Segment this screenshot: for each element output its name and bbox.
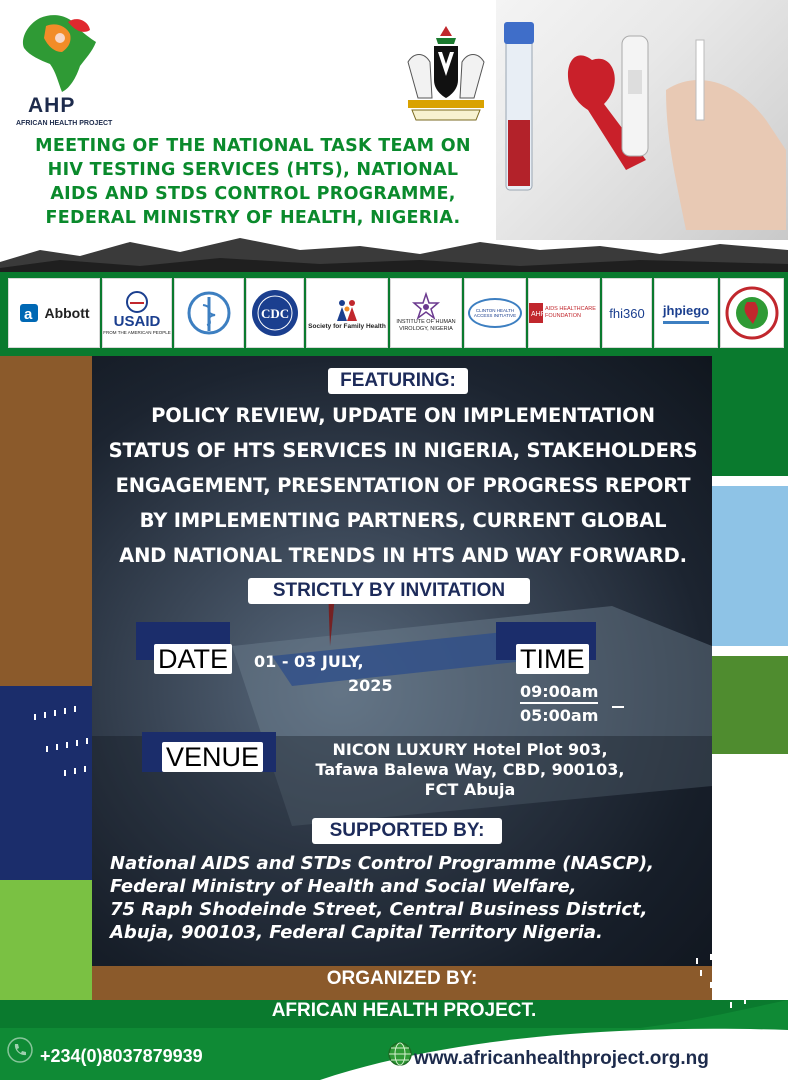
partner-name: INSTITUTE OF HUMAN VIROLOGY, NIGERIA [396,319,456,332]
venue-line: NICON LUXURY Hotel Plot 903, [332,740,608,759]
partner-logo-usaid [102,278,172,348]
partner-name: jhpiego [662,302,710,318]
partner-name: AIDS HEALTHCARE FOUNDATION [545,306,596,319]
partner-name: fhi360 [609,305,645,321]
who-emblem-icon [185,289,233,337]
supported-line: National AIDS and STDs Control Programme (NASCP), [110,853,654,874]
supported-by-label: SUPPORTED BY: [312,818,502,844]
supported-by-text [110,852,700,944]
venue-line: FCT Abuja [424,780,516,799]
featuring-label: FEATURING: [328,368,468,394]
time-start: 09:00am [520,682,598,704]
partner-logo-fhi360 [602,278,652,348]
coat-of-arms-emblem [398,22,494,126]
cdc-seal-icon [250,288,300,338]
logo-tagline: AFRICAN HEALTH PROJECT [16,120,113,127]
right-decor-column [712,356,788,966]
title-line: AIDS AND STDS CONTROL PROGRAMME, [50,184,456,204]
jhpiego-underline [663,321,709,324]
time-dash [612,706,624,708]
invitation-badge: STRICTLY BY INVITATION [248,578,530,604]
partner-logos-strip [0,272,788,356]
featuring-line: STATUS OF HTS SERVICES IN NIGERIA, STAKEHOLDERS [108,439,698,462]
partner-name: Society for Family Health [308,322,386,330]
meeting-title [8,134,498,230]
venue-line: Tafawa Balewa Way, CBD, 900103, [315,760,625,779]
naca-seal-icon [725,286,779,340]
featuring-line: ENGAGEMENT, PRESENTATION OF PROGRESS REPORT [115,474,691,497]
partner-logo-abbott [8,278,100,348]
abbott-icon [18,302,40,324]
venue-label: VENUE [162,742,263,772]
sfh-family-icon [334,297,360,323]
date-value: 01 - 03 JULY, [254,652,364,671]
date-year: 2025 [348,676,393,695]
partner-logo-who [174,278,244,348]
ihvn-star-icon [413,293,439,319]
svg-text:AHF: AHF [531,311,545,318]
footer-dots-decor [690,950,788,1040]
partner-logo-sfh [306,278,388,348]
supported-line: 75 Raph Shodeinde Street, Central Business District, [110,899,648,920]
supported-line: Abuja, 900103, Federal Capital Territory Nigeria. [110,922,603,943]
partner-logo-naca [720,278,784,348]
featuring-line: AND NATIONAL TRENDS IN HTS AND WAY FORWARD. [119,544,687,567]
globe-icon [386,1040,414,1068]
organizer-name: AFRICAN HEALTH PROJECT. [271,1000,537,1021]
time-label: TIME [516,644,589,674]
partner-name: USAID [113,313,161,330]
title-line: MEETING OF THE NATIONAL TASK TEAM ON [35,136,471,156]
featuring-line: POLICY REVIEW, UPDATE ON IMPLEMENTATION [151,404,655,427]
partner-logo-chai [464,278,526,348]
ahf-icon [529,303,543,323]
hiv-test-photo [496,0,788,240]
header [0,0,788,270]
usaid-seal-icon [124,291,150,313]
date-label: DATE [154,644,232,674]
partner-logo-ihvn [390,278,462,348]
phone-icon [6,1036,34,1064]
partner-name: Abbott [44,305,90,321]
partner-logo-cdc [246,278,304,348]
svg-text:CDC: CDC [261,306,290,321]
title-line: FEDERAL MINISTRY OF HEALTH, NIGERIA. [45,208,461,228]
partner-logo-ahf [528,278,600,348]
featuring-text [96,398,710,573]
left-decor-column [0,356,92,1080]
supported-line: Federal Ministry of Health and Social Welfare, [110,876,577,897]
organized-label: ORGANIZED BY: [326,968,478,989]
partner-logo-jhpiego [654,278,718,348]
ahp-logo [10,12,113,127]
partner-name: CLINTON HEALTH ACCESS INITIATIVE [473,308,517,318]
time-end: 05:00am [520,706,599,725]
venue-address [278,740,662,800]
contact-phone[interactable]: +234(0)8037879939 [40,1046,203,1066]
title-line: HIV TESTING SERVICES (HTS), NATIONAL [47,160,459,180]
svg-text:a: a [24,306,33,323]
contact-website[interactable]: www.africanhealthproject.org.ng [414,1048,709,1069]
africa-map-icon [10,12,110,96]
featuring-line: BY IMPLEMENTING PARTNERS, CURRENT GLOBAL [139,509,667,532]
logo-name: AHP [28,94,76,117]
partner-subtitle: FROM THE AMERICAN PEOPLE [103,330,171,335]
